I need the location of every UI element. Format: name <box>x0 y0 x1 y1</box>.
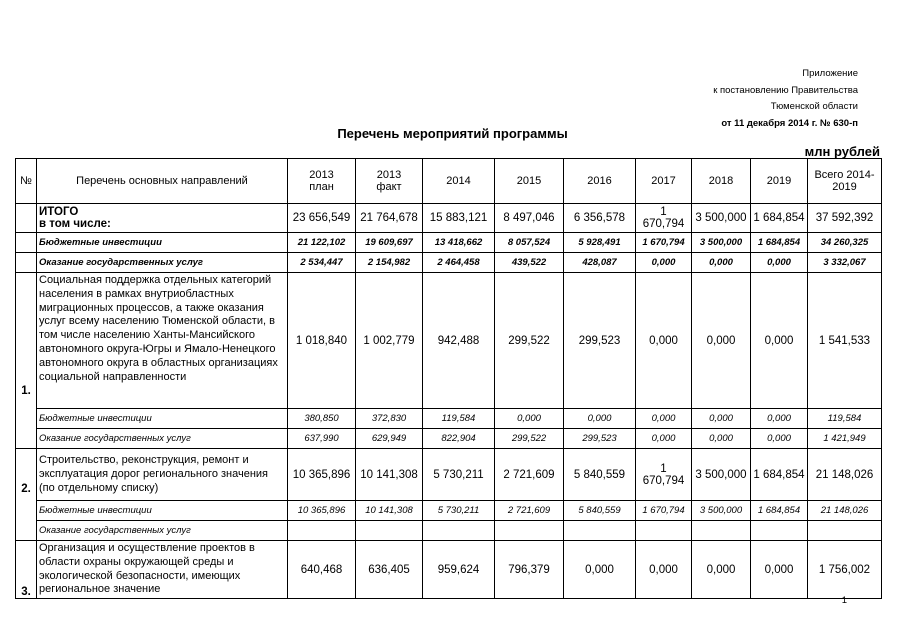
row-number <box>16 204 37 233</box>
appendix-line: к постановлению Правительства <box>713 84 858 96</box>
header-2017: 2017 <box>636 159 692 204</box>
cell-value: 0,000 <box>692 541 751 599</box>
row-name: Строительство, реконструкция, ремонт и эксплуатация дорог регионального значения (по отдельному списку) <box>37 449 288 501</box>
cell-value: 2 464,458 <box>423 253 495 273</box>
row-number: 3. <box>16 541 37 599</box>
cell-value: 10 141,308 <box>356 449 423 501</box>
cell-value: 5 730,211 <box>423 449 495 501</box>
cell-value: 1 421,949 <box>808 429 882 449</box>
table-row <box>16 521 882 541</box>
table-row <box>16 204 882 233</box>
cell-value: 0,000 <box>751 253 808 273</box>
cell-value: 8 057,524 <box>495 233 564 253</box>
cell-value: 0,000 <box>692 409 751 429</box>
cell-value: 0,000 <box>636 541 692 599</box>
page-title: Перечень мероприятий программы <box>337 126 568 141</box>
row-name: Организация и осуществление проектов в области охраны окружающей среды и экологической безопасности, имеющих региональное значение <box>37 541 288 599</box>
row-number: 1. <box>16 273 37 449</box>
cell-value: 637,990 <box>288 429 356 449</box>
cell-value: 1 018,840 <box>288 273 356 409</box>
header-total: Всего 2014- 2019 <box>808 159 882 204</box>
appendix-line: Тюменской области <box>770 101 858 112</box>
cell-value: 299,523 <box>564 429 636 449</box>
header-name: Перечень основных направлений <box>37 159 288 204</box>
cell-value: 1 670,794 <box>636 204 692 233</box>
cell-value: 942,488 <box>423 273 495 409</box>
cell-value: 0,000 <box>692 253 751 273</box>
cell-value: 959,624 <box>423 541 495 599</box>
cell-value: 5 840,559 <box>564 449 636 501</box>
cell-value: 822,904 <box>423 429 495 449</box>
table-row <box>16 253 882 273</box>
cell-value: 21 122,102 <box>288 233 356 253</box>
header-2013-fact: 2013 факт <box>356 159 423 204</box>
table-row <box>16 449 882 501</box>
cell-value: 629,949 <box>356 429 423 449</box>
cell-value: 0,000 <box>751 409 808 429</box>
cell-value <box>751 521 808 541</box>
header-num: № <box>16 159 37 204</box>
cell-value: 37 592,392 <box>808 204 882 233</box>
row-number <box>16 233 37 253</box>
cell-value: 439,522 <box>495 253 564 273</box>
cell-value: 13 418,662 <box>423 233 495 253</box>
cell-value: 5 928,491 <box>564 233 636 253</box>
cell-value: 0,000 <box>692 429 751 449</box>
cell-value: 3 332,067 <box>808 253 882 273</box>
cell-value: 0,000 <box>751 273 808 409</box>
row-name: Оказание государственных услуг <box>37 521 288 541</box>
cell-value: 0,000 <box>751 541 808 599</box>
cell-value: 34 260,325 <box>808 233 882 253</box>
table-row <box>16 429 882 449</box>
header-2015: 2015 <box>495 159 564 204</box>
cell-value <box>423 521 495 541</box>
cell-value: 1 670,794 <box>636 501 692 521</box>
row-name: Оказание государственных услуг <box>37 429 288 449</box>
cell-value: 19 609,697 <box>356 233 423 253</box>
cell-value: 372,830 <box>356 409 423 429</box>
cell-value: 5 730,211 <box>423 501 495 521</box>
cell-value: 428,087 <box>564 253 636 273</box>
cell-value: 380,850 <box>288 409 356 429</box>
table-row <box>16 501 882 521</box>
cell-value: 1 541,533 <box>808 273 882 409</box>
program-table <box>15 158 882 599</box>
cell-value: 119,584 <box>808 409 882 429</box>
cell-value <box>495 521 564 541</box>
cell-value: 6 356,578 <box>564 204 636 233</box>
cell-value: 3 500,000 <box>692 449 751 501</box>
header-2016: 2016 <box>564 159 636 204</box>
cell-value: 2 154,982 <box>356 253 423 273</box>
cell-value: 1 756,002 <box>808 541 882 599</box>
cell-value: 0,000 <box>495 409 564 429</box>
cell-value: 8 497,046 <box>495 204 564 233</box>
cell-value: 10 141,308 <box>356 501 423 521</box>
row-number <box>16 253 37 273</box>
cell-value: 1 684,854 <box>751 233 808 253</box>
cell-value: 15 883,121 <box>423 204 495 233</box>
table-row <box>16 541 882 599</box>
row-name: Оказание государственных услуг <box>37 253 288 273</box>
cell-value <box>808 521 882 541</box>
cell-value: 3 500,000 <box>692 501 751 521</box>
header-2018: 2018 <box>692 159 751 204</box>
table-row <box>16 233 882 253</box>
appendix-line: Приложение <box>802 68 858 79</box>
cell-value: 0,000 <box>636 409 692 429</box>
cell-value <box>692 521 751 541</box>
cell-value: 119,584 <box>423 409 495 429</box>
header-2014: 2014 <box>423 159 495 204</box>
cell-value: 1 670,794 <box>636 449 692 501</box>
cell-value: 1 670,794 <box>636 233 692 253</box>
units-label: млн рублей <box>804 144 880 159</box>
cell-value: 23 656,549 <box>288 204 356 233</box>
cell-value: 0,000 <box>636 429 692 449</box>
cell-value <box>356 521 423 541</box>
table-row <box>16 409 882 429</box>
cell-value: 0,000 <box>564 541 636 599</box>
cell-value: 21 148,026 <box>808 501 882 521</box>
cell-value: 0,000 <box>751 429 808 449</box>
cell-value <box>288 521 356 541</box>
cell-value: 0,000 <box>692 273 751 409</box>
header-2019: 2019 <box>751 159 808 204</box>
cell-value: 10 365,896 <box>288 501 356 521</box>
cell-value: 796,379 <box>495 541 564 599</box>
cell-value: 10 365,896 <box>288 449 356 501</box>
row-number: 2. <box>16 449 37 541</box>
table-row <box>16 273 882 409</box>
cell-value: 299,523 <box>564 273 636 409</box>
cell-value: 1 684,854 <box>751 449 808 501</box>
cell-value: 299,522 <box>495 429 564 449</box>
page-number: 1 <box>841 595 847 606</box>
cell-value: 3 500,000 <box>692 204 751 233</box>
row-name: Бюджетные инвестиции <box>37 233 288 253</box>
cell-value: 5 840,559 <box>564 501 636 521</box>
cell-value: 0,000 <box>636 253 692 273</box>
header-row <box>16 159 882 204</box>
row-name: Бюджетные инвестиции <box>37 501 288 521</box>
cell-value: 636,405 <box>356 541 423 599</box>
appendix-block <box>713 66 858 132</box>
cell-value: 1 684,854 <box>751 501 808 521</box>
appendix-line: от 11 декабря 2014 г. № 630-п <box>721 117 858 129</box>
cell-value: 2 534,447 <box>288 253 356 273</box>
cell-value: 3 500,000 <box>692 233 751 253</box>
cell-value: 0,000 <box>636 273 692 409</box>
header-2013-plan: 2013 план <box>288 159 356 204</box>
cell-value: 1 684,854 <box>751 204 808 233</box>
cell-value: 21 148,026 <box>808 449 882 501</box>
cell-value <box>636 521 692 541</box>
cell-value: 2 721,609 <box>495 501 564 521</box>
cell-value <box>564 521 636 541</box>
cell-value: 640,468 <box>288 541 356 599</box>
cell-value: 0,000 <box>564 409 636 429</box>
cell-value: 299,522 <box>495 273 564 409</box>
cell-value: 21 764,678 <box>356 204 423 233</box>
row-name: Социальная поддержка отдельных категорий населения в рамках внутриобластных миграционных процессов, а также оказания услуг всему населению Тюменской области, в том числе населению Ханты-Мансийского автономного округа-Югры и Ямало-Ненецкого автономного округа в областных организациях социальной направленности <box>37 273 288 409</box>
row-name: ИТОГО в том числе: <box>37 204 288 233</box>
row-name: Бюджетные инвестиции <box>37 409 288 429</box>
cell-value: 2 721,609 <box>495 449 564 501</box>
cell-value: 1 002,779 <box>356 273 423 409</box>
